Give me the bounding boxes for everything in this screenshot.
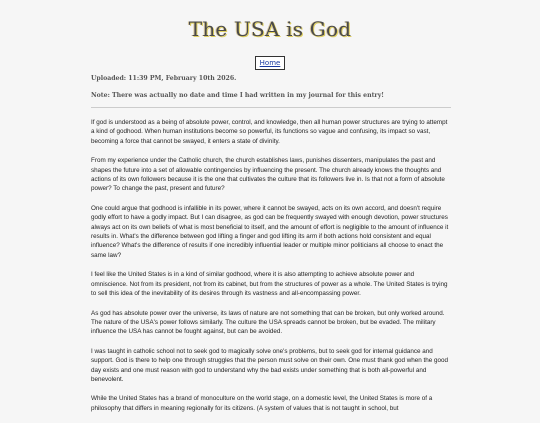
- divider: [91, 107, 451, 108]
- paragraph: From my experience under the Catholic church, the church establishes laws, punishes dissenters, manipulates the past and shapes the future into a set of allowable contingencies by influencing the present. The church already knows the thoughts and actions of its own followers because it is the one that cultivates the culture that its followers live in. Is that not a form of absolute power? To change the past, present and future?: [91, 157, 445, 193]
- home-button[interactable]: Home: [255, 56, 286, 70]
- paragraph: While the United States has a brand of monoculture on the world stage, on a domestic level, the United States is more of a philosophy that differs in meaning regionally for its citizens. (A system of values that is not taught in school, but: [91, 395, 433, 412]
- paragraph: I was taught in catholic school not to seek god to magically solve one's problems, but to seek god for internal guidance and support. God is there to help one through struggles that the person must solve on their own. One must thank god when the good day exists and one must reason with god to understand why the bad exists under something that is both all-powerful and benevolent.: [91, 347, 449, 383]
- paragraph: I feel like the United States is in a kind of similar godhood, where it is also attempting to achieve absolute power and omniscience. Not from its president, not from its cabinet, but from the structures of power as a whole. The United States is trying to sell this idea of the inevitability of its desires through its vastness and all-encompassing power.: [91, 271, 448, 298]
- page-title: The USA is God: [188, 17, 352, 41]
- paragraph: If god is understood as a being of absolute power, control, and knowledge, then all human power structures are trying to attempt a kind of godhood. When human institutions become so powerful, its functions so vague and confusing, its impact so vast, becoming a force that cannot be swayed, it enters a state of divinity.: [91, 119, 448, 145]
- paragraph: As god has absolute power over the universe, its laws of nature are not something that can be broken, but only worked around. The nature of the USA's power follows similarly. The culture the USA spreads cannot be broken, but be evaded. The military influence the USA has cannot be fought against, but can be avoided.: [91, 309, 445, 336]
- article-body: [91, 118, 452, 423]
- home-link-container: [0, 52, 540, 70]
- entry-note: Note: There was actually no date and time I had written in my journal for this entry!: [91, 92, 384, 99]
- upload-timestamp: Uploaded: 11:39 PM, February 10th 2026.: [91, 75, 237, 82]
- paragraph: One could argue that godhood is infallible in its power, where it cannot be swayed, acts on its own accord, and doesn't require godly effort to have a godly impact. But I can disagree, as god can be frequently swayed with enough devotion, power structures always act on its own beliefs of what is most beneficial to itself, and the amount of effort is negligible to the amount of influence it results in. What's the difference between god lifting a finger and god lifting its arm if both actions hold consistent and equal influence? What's the difference of results if one incredibly influential leader or multiple minor politicians all choose to enact the same law?: [91, 204, 449, 259]
